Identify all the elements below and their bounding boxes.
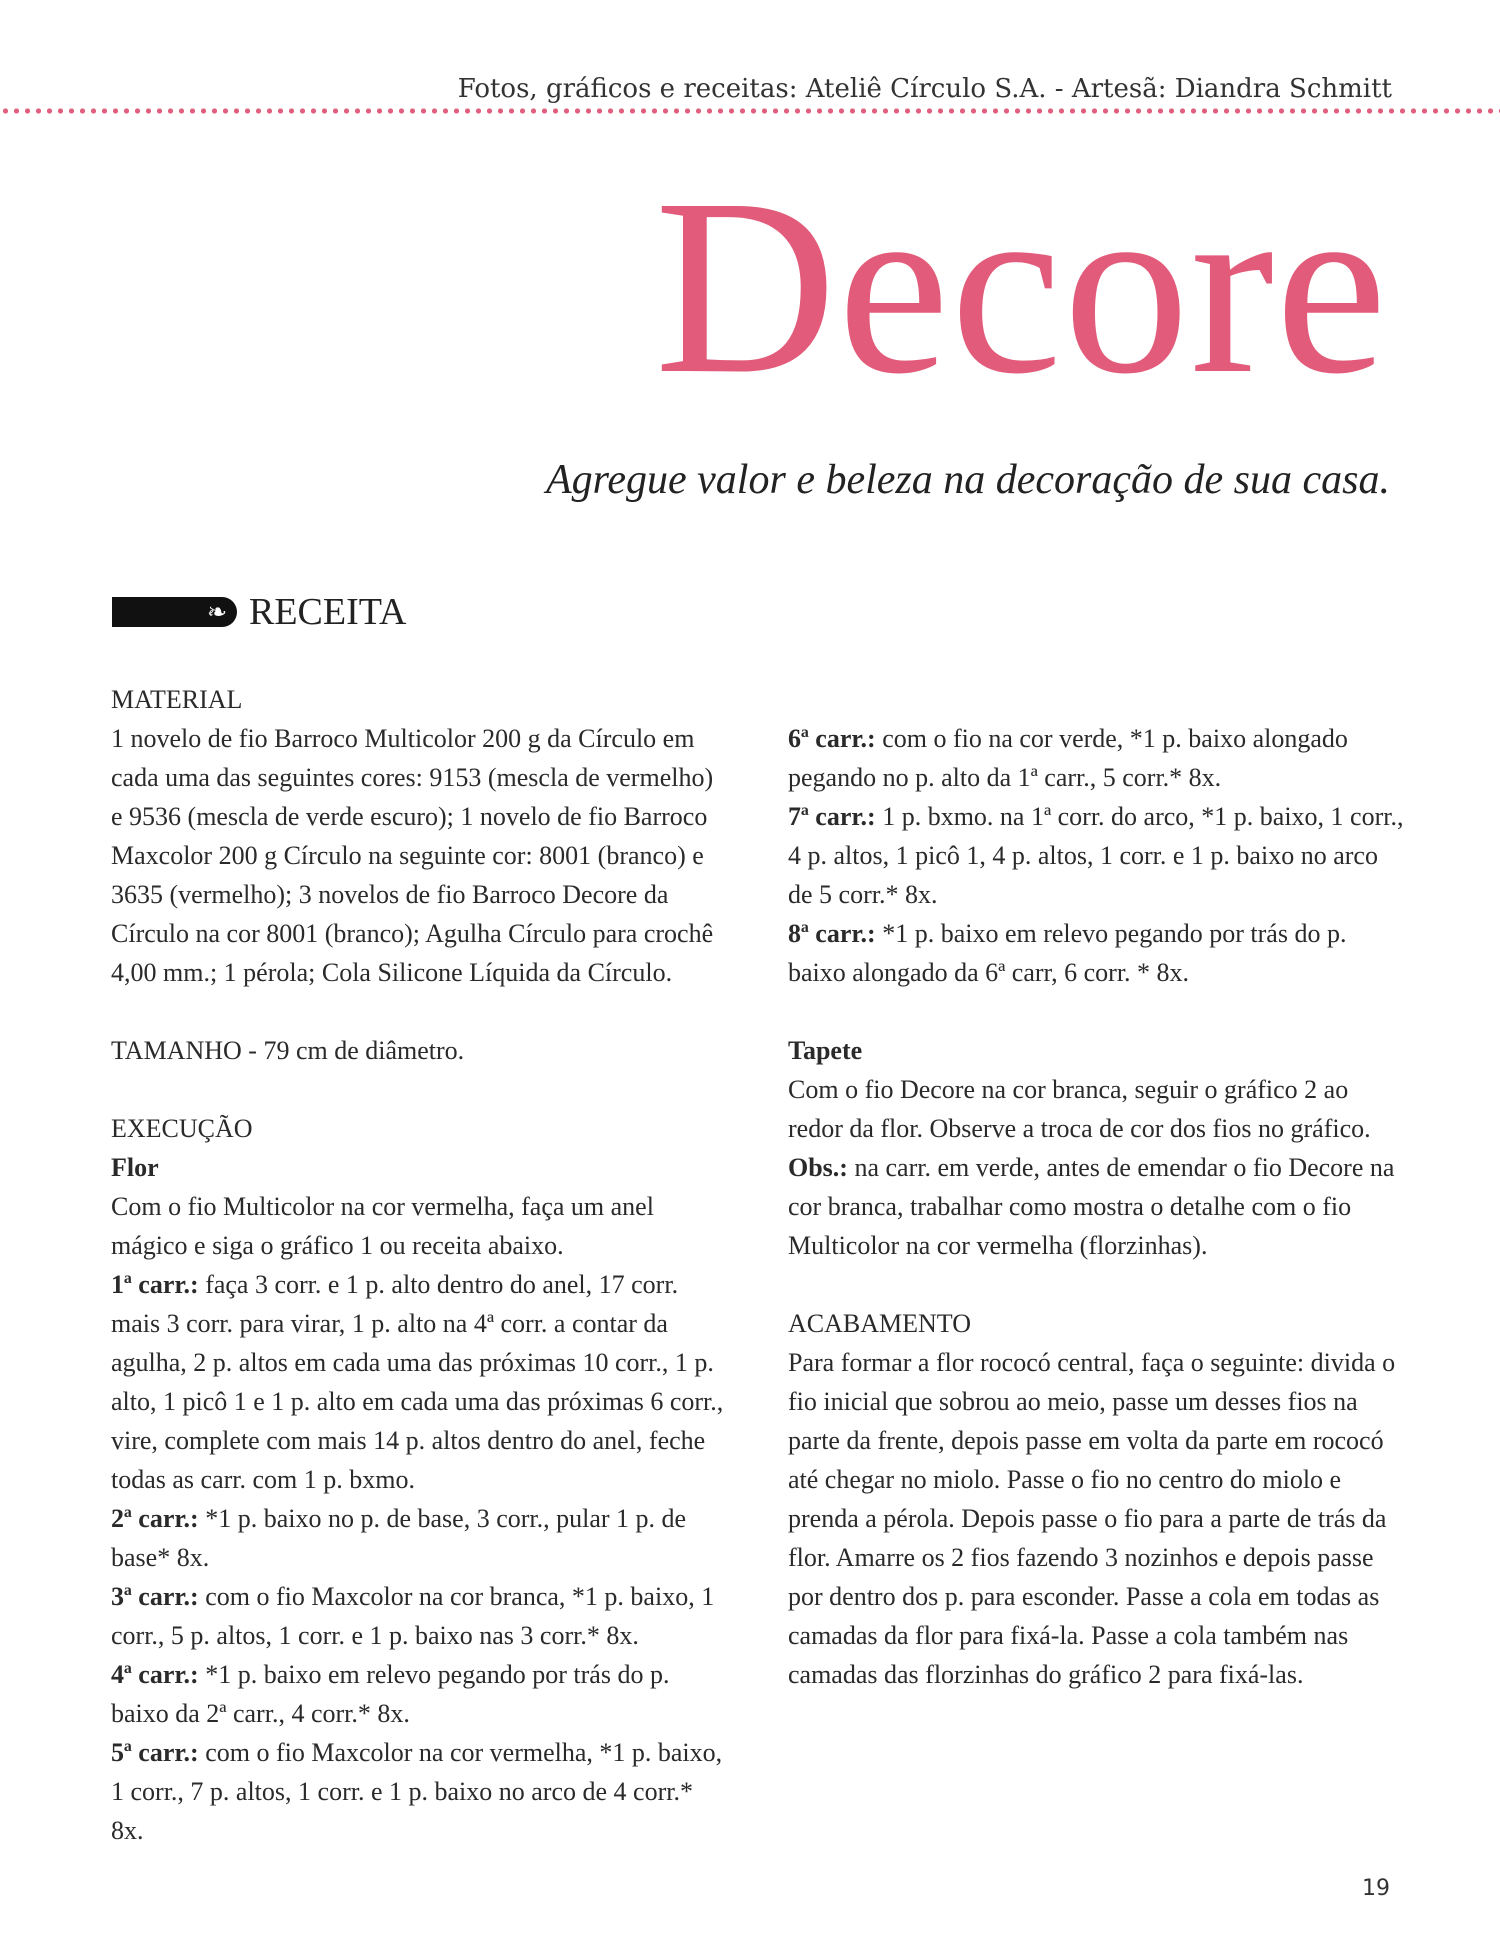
- material-heading: MATERIAL: [111, 685, 243, 714]
- round-2: 2ª carr.: *1 p. baixo no p. de base, 3 corr., pular 1 p. de base* 8x.: [111, 1504, 687, 1572]
- round-5: 5ª carr.: com o fio Maxcolor na cor vermelha, *1 p. baixo, 1 corr., 7 p. altos, 1 corr. e 1 p. baixo no arco de 4 corr.* 8x.: [111, 1738, 723, 1845]
- section-header: [112, 590, 406, 634]
- left-column: [111, 680, 731, 1850]
- ornament-icon: ❧: [197, 597, 237, 627]
- execution-heading: EXECUÇÃO: [111, 1114, 253, 1143]
- rug-text: Com o fio Decore na cor branca, seguir o gráfico 2 ao redor da flor. Observe a troca de cor dos fios no gráfico. Obs.: na carr. em verde, antes de emendar o fio Decore na cor branca, trabalhar como mostra o detalhe com o fio Multicolor na cor vermelha (florzinhas).: [788, 1075, 1395, 1260]
- round-3: 3ª carr.: com o fio Maxcolor na cor branca, *1 p. baixo, 1 corr., 5 p. altos, 1 corr. e 1 p. baixo nas 3 corr.* 8x.: [111, 1582, 715, 1650]
- page-subtitle: Agregue valor e beleza na decoração de sua casa.: [545, 457, 1390, 503]
- section-title: RECEITA: [249, 591, 407, 633]
- rug-heading: Tapete: [788, 1036, 863, 1065]
- page-number: 19: [1362, 1876, 1390, 1901]
- dotted-divider: [0, 108, 1500, 114]
- size-text: TAMANHO - 79 cm de diâmetro.: [111, 1036, 465, 1065]
- page-title: Decore: [654, 146, 1388, 426]
- photo-credits: Fotos, gráficos e receitas: Ateliê Círculo S.A. - Artesã: Diandra Schmitt: [457, 74, 1392, 104]
- round-1: 1ª carr.: faça 3 corr. e 1 p. alto dentro do anel, 17 corr. mais 3 corr. para virar, 1 p. alto na 4ª corr. a contar da agulha, 2 p. altos em cada uma das próximas 10 corr., 1 p. alto, 1 picô 1 e 1 p. alto em cada uma das próximas 6 corr., vire, complete com mais 14 p. altos dentro do anel, feche todas as carr. com 1 p. bxmo.: [111, 1270, 724, 1494]
- flower-intro: Com o fio Multicolor na cor vermelha, faça um anel mágico e siga o gráfico 1 ou receita abaixo.: [111, 1192, 654, 1260]
- finishing-text: Para formar a flor rococó central, faça o seguinte: divida o fio inicial que sobrou ao meio, passe um desses fios na parte da frente, depois passe em volta da parte em rococó até chegar no miolo. Passe o fio no centro do miolo e prenda a pérola. Depois passe o fio para a parte de trás da flor. Amarre os 2 fios fazendo 3 nozinhos e depois passe por dentro dos p. para esconder. Passe a cola em todas as camadas da flor para fixá-la. Passe a cola também nas camadas das florzinhas do gráfico 2 para fixá-las.: [788, 1348, 1396, 1689]
- round-7: 7ª carr.: 1 p. bxmo. na 1ª corr. do arco, *1 p. baixo, 1 corr., 4 p. altos, 1 picô 1, 4 p. altos, 1 corr. e 1 p. baixo no arco de 5 corr.* 8x.: [788, 802, 1404, 909]
- finishing-heading: ACABAMENTO: [788, 1309, 971, 1338]
- flower-heading: Flor: [111, 1153, 159, 1182]
- right-column: [788, 719, 1408, 1694]
- material-text: 1 novelo de fio Barroco Multicolor 200 g da Círculo em cada uma das seguintes cores: 9153 (mescla de vermelho) e 9536 (mescla de verde escuro); 1 novelo de fio Barroco Maxcolor 200 g Círculo na seguinte cor: 8001 (branco) e 3635 (vermelho); 3 novelos de fio Barroco Decore da Círculo na cor 8001 (branco); Agulha Círculo para crochê 4,00 mm.; 1 pérola; Cola Silicone Líquida da Círculo.: [111, 724, 714, 987]
- round-6: 6ª carr.: com o fio na cor verde, *1 p. baixo alongado pegando no p. alto da 1ª carr., 5 corr.* 8x.: [788, 724, 1348, 792]
- section-bar: [112, 597, 197, 627]
- round-4: 4ª carr.: *1 p. baixo em relevo pegando por trás do p. baixo da 2ª carr., 4 corr.* 8x.: [111, 1660, 670, 1728]
- round-8: 8ª carr.: *1 p. baixo em relevo pegando por trás do p. baixo alongado da 6ª carr, 6 corr. * 8x.: [788, 919, 1347, 987]
